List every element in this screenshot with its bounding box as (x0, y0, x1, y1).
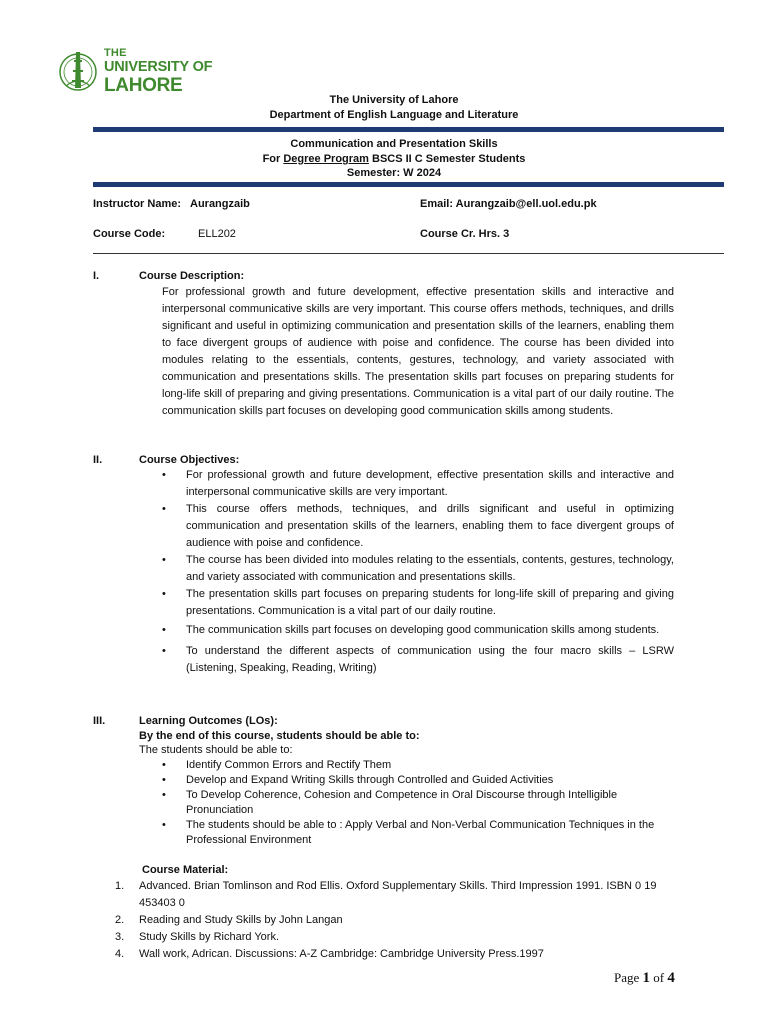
page-number: Page 1 of 4 (614, 970, 675, 986)
header-rule-top (93, 127, 724, 132)
materials-title: Course Material: (142, 864, 229, 876)
list-item: • The communication skills part focuses on developing good communication skills among students. (162, 622, 674, 639)
info-divider (93, 253, 724, 254)
course-code-value: ELL202 (198, 228, 236, 240)
logo-line-1: THE (104, 47, 127, 59)
university-name: The University of Lahore (329, 94, 459, 106)
list-item: • For professional growth and future development, effective presentation skills and interactive and interpersonal communicative skills are very important. (162, 467, 674, 501)
instructor-label: Instructor Name: (93, 198, 182, 210)
course-code-label: Course Code: (93, 228, 166, 240)
program-prefix: For (262, 153, 284, 165)
section-3-intro: The students should be able to: (139, 744, 293, 756)
program-suffix: BSCS II C Semester Students (368, 153, 526, 165)
materials-list (115, 878, 680, 963)
list-item: • Develop and Expand Writing Skills through Controlled and Guided Activities (162, 773, 674, 788)
objectives-list (162, 467, 674, 677)
header-rule-bottom (93, 182, 724, 187)
list-item: • To Develop Coherence, Cohesion and Competence in Oral Discourse through Intelligible Pronunciation (162, 788, 674, 818)
list-item: 3. Study Skills by Richard York. (115, 931, 280, 943)
section-1-numeral: I. (93, 270, 100, 282)
instructor-value: Aurangzaib (190, 198, 250, 210)
program-line (0, 153, 768, 165)
list-item: 4. Wall work, Adrican. Discussions: A-Z Cambridge: Cambridge University Press.1997 (115, 948, 544, 960)
list-item: 1. Advanced. Brian Tomlinson and Rod Ellis. Oxford Supplementary Skills. Third Impression 1991. ISBN 0 19 453403 0 (115, 880, 657, 909)
section-3-numeral: III. (93, 715, 106, 727)
minar-emblem-icon (58, 46, 102, 94)
section-3-subtitle: By the end of this course, students should be able to: (139, 730, 420, 742)
list-item: • Identify Common Errors and Rectify Them (162, 758, 674, 773)
list-item: • The presentation skills part focuses on preparing students for long-life skill of preparing and giving presentations. Communication is a vital part of our daily routine. (162, 586, 674, 620)
section-1-title: Course Description: (139, 270, 245, 282)
section-2-title: Course Objectives: (139, 454, 240, 466)
course-description-text: For professional growth and future development, effective presentation skills and interactive and interpersonal communicative skills are very important. This course offers methods, techniques, and drills significant and useful in optimizing communication and presentation skills of the learners, enabling them to face divergent groups of audience with poise and confidence. The course has been divided into modules relating to the essentials, contents, gestures, technology, and variety associated with communication and presentations skills. The presentation skills part focuses on preparing students for long-life skill of preparing and giving presentations. Communication is a vital part of our daily routine. The communication skills part focuses on developing good communication skills among students. (162, 286, 674, 417)
logo-line-2: UNIVERSITY OF (104, 59, 213, 75)
section-2-numeral: II. (93, 454, 103, 466)
program-underlined: Degree Program (283, 153, 369, 165)
logo-line-3: LAHORE (104, 74, 183, 96)
list-item: • The course has been divided into modules relating to the essentials, contents, gestures, technology, and variety associated with communication and presentations skills. (162, 552, 674, 586)
list-item: • The students should be able to : Apply Verbal and Non-Verbal Communication Techniques in the Professional Environment (162, 818, 674, 848)
list-item: 2. Reading and Study Skills by John Langan (115, 914, 343, 926)
credit-hours: Course Cr. Hrs. 3 (420, 228, 510, 240)
list-item: • This course offers methods, techniques, and drills significant and useful in optimizing communication and presentation skills of the learners, enabling them to face divergent groups of audience with poise and confidence. (162, 501, 674, 552)
department-name: Department of English Language and Literature (269, 109, 519, 121)
list-item: • To understand the different aspects of communication using the four macro skills – LSRW (Listening, Speaking, Reading, Writing) (162, 643, 674, 677)
outcomes-list (162, 758, 674, 848)
logo-wordmark (104, 48, 212, 95)
email-line: Email: Aurangzaib@ell.uol.edu.pk (420, 198, 597, 210)
semester-line: Semester: W 2024 (346, 167, 442, 179)
course-title: Communication and Presentation Skills (290, 138, 498, 150)
section-3-title: Learning Outcomes (LOs): (139, 715, 278, 727)
